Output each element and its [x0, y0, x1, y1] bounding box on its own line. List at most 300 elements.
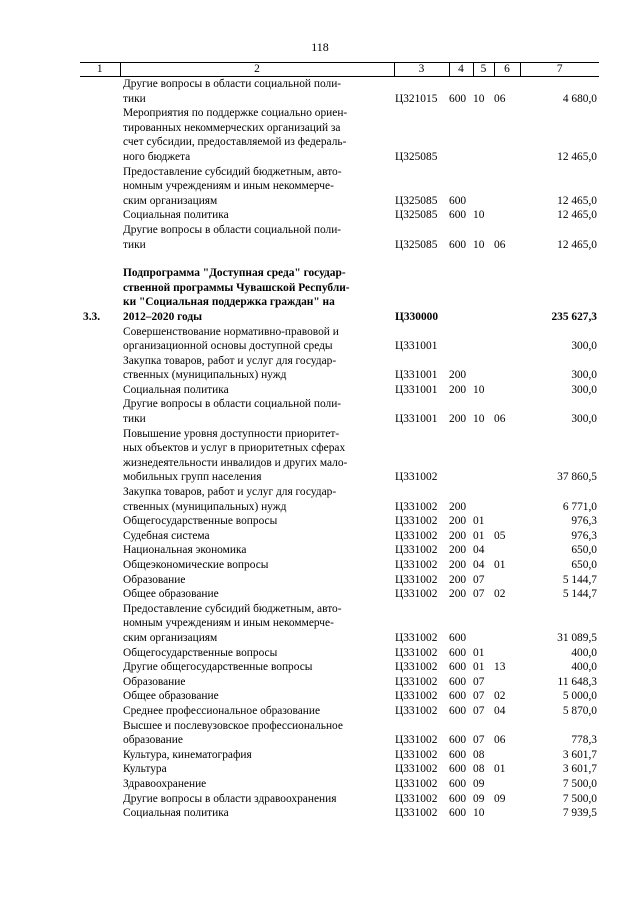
- row-subsection: 06: [494, 238, 506, 251]
- row-name-line: тики: [123, 92, 146, 105]
- row-target-code: Ц331001: [395, 369, 438, 382]
- budget-table: [80, 62, 599, 821]
- table-row: [80, 748, 599, 763]
- header-col-5: 5: [473, 63, 494, 77]
- row-expense-type: 600: [449, 209, 467, 222]
- row-number: [80, 325, 120, 354]
- row-number: [80, 792, 120, 807]
- row-target-code: Ц325085: [395, 209, 438, 222]
- row-section: 01: [473, 661, 485, 674]
- row-subsection: 13: [494, 661, 506, 674]
- row-section: 10: [473, 209, 485, 222]
- row-expense-type: 200: [449, 383, 467, 396]
- row-number: [80, 558, 120, 573]
- table-row: [80, 602, 599, 646]
- row-name-line: Общегосударственные вопросы: [123, 515, 278, 528]
- row-sum: 300,0: [571, 383, 597, 396]
- row-subsection: [494, 543, 520, 558]
- row-section: 10: [473, 383, 485, 396]
- row-sum: 6 771,0: [562, 500, 597, 513]
- row-name-line: Другие вопросы в области социальной поли-: [123, 223, 342, 236]
- row-expense-type: 200: [449, 529, 467, 542]
- row-name-line: счет субсидии, предоставляемой из федераль-: [123, 136, 347, 149]
- row-section: 01: [473, 646, 485, 659]
- row-subsection: [494, 485, 520, 514]
- row-name: [120, 383, 394, 398]
- row-name-line: Закупка товаров, работ и услуг для государ-: [123, 354, 337, 367]
- row-number: [80, 223, 120, 252]
- table-row: [80, 587, 599, 602]
- row-expense-type: 600: [449, 194, 467, 207]
- row-sum: 12 465,0: [557, 150, 597, 163]
- row-number: [80, 719, 120, 748]
- row-name-line: Подпрограмма "Доступная среда" государ-: [123, 267, 346, 280]
- header-col-1: 1: [80, 63, 120, 77]
- row-sum: 300,0: [571, 369, 597, 382]
- row-target-code: Ц331001: [395, 340, 438, 353]
- header-col-4: 4: [449, 63, 473, 77]
- row-sum: 5 000,0: [562, 690, 597, 703]
- table-row: [80, 792, 599, 807]
- row-number: [80, 165, 120, 209]
- row-section: 07: [473, 734, 485, 747]
- row-expense-type: 600: [449, 238, 467, 251]
- row-sum: 12 465,0: [557, 209, 597, 222]
- row-subsection: 06: [494, 734, 506, 747]
- table-row: [80, 704, 599, 719]
- row-subsection: 02: [494, 588, 506, 601]
- row-name-line: Здравоохранение: [123, 777, 207, 790]
- table-row: [80, 777, 599, 792]
- row-target-code: Ц331002: [395, 529, 438, 542]
- row-name-line: организационной основы доступной среды: [123, 340, 333, 353]
- row-sum: 31 089,5: [557, 631, 597, 644]
- row-expense-type: 600: [449, 646, 467, 659]
- row-target-code: Ц331002: [395, 807, 438, 820]
- row-name: [120, 587, 394, 602]
- row-section: 07: [473, 588, 485, 601]
- row-name: [120, 485, 394, 514]
- row-section: [473, 354, 494, 383]
- table-body: [80, 77, 599, 821]
- row-subsection: [494, 325, 520, 354]
- row-name: [120, 529, 394, 544]
- row-name-line: Другие вопросы в области социальной поли-: [123, 398, 342, 411]
- row-number: [80, 208, 120, 223]
- row-expense-type: 600: [449, 777, 467, 790]
- row-expense-type: 200: [449, 588, 467, 601]
- row-subsection: [494, 383, 520, 398]
- row-target-code: Ц331002: [395, 763, 438, 776]
- row-name-line: ственных (муниципальных) нужд: [123, 500, 287, 513]
- row-expense-type: 600: [449, 704, 467, 717]
- row-name-line: Судебная система: [123, 529, 210, 542]
- row-name-line: Образование: [123, 675, 186, 688]
- table-row: [80, 646, 599, 661]
- row-name-line: Общеэкономические вопросы: [123, 559, 269, 571]
- header-col-3: 3: [394, 63, 449, 77]
- row-sum: 5 144,7: [562, 573, 597, 586]
- page-number: 118: [311, 40, 329, 54]
- row-expense-type: [449, 106, 473, 164]
- table-row: [80, 529, 599, 544]
- row-subsection: [494, 165, 520, 209]
- row-section: 04: [473, 559, 485, 571]
- row-sum: 3 601,7: [562, 763, 597, 776]
- row-name: [120, 573, 394, 588]
- table-row: [80, 660, 599, 675]
- row-name: [120, 675, 394, 690]
- table-row: [80, 397, 599, 426]
- row-section: 10: [473, 413, 485, 426]
- row-name-line: 2012–2020 годы: [123, 310, 203, 323]
- row-name: [120, 719, 394, 748]
- row-sum: 3 601,7: [562, 748, 597, 761]
- row-number: [80, 748, 120, 763]
- row-subsection: [494, 602, 520, 646]
- row-section: 09: [473, 792, 485, 805]
- row-target-code: Ц325085: [395, 194, 438, 207]
- row-name-line: образование: [123, 734, 183, 747]
- row-section: [473, 602, 494, 646]
- row-subsection: 04: [494, 704, 506, 717]
- row-name-line: Социальная политика: [123, 383, 229, 396]
- table-row: [80, 354, 599, 383]
- row-sum: 7 500,0: [562, 777, 597, 790]
- table-row: [80, 762, 599, 777]
- row-target-code: Ц331002: [395, 646, 438, 659]
- row-target-code: Ц331002: [395, 500, 438, 513]
- table-row: [80, 514, 599, 529]
- row-section: 04: [473, 544, 485, 557]
- row-subsection: 05: [494, 529, 506, 542]
- row-expense-type: 600: [449, 734, 467, 747]
- row-subsection: [494, 675, 520, 690]
- row-section: [473, 485, 494, 514]
- row-name: [120, 266, 394, 324]
- row-target-code: Ц325085: [395, 238, 438, 251]
- row-name-line: Другие общегосударственные вопросы: [123, 661, 313, 674]
- row-sum: 7 500,0: [562, 792, 597, 805]
- row-section: 10: [473, 238, 485, 251]
- table-row: [80, 675, 599, 690]
- row-number: [80, 77, 120, 107]
- row-number: [80, 587, 120, 602]
- row-number: [80, 806, 120, 821]
- row-number: [80, 762, 120, 777]
- row-sum: 7 939,5: [562, 807, 597, 820]
- row-name: [120, 354, 394, 383]
- row-subsection: [494, 266, 520, 324]
- row-name: [120, 762, 394, 777]
- row-sum: 400,0: [571, 646, 597, 659]
- row-target-code: Ц331002: [395, 675, 438, 688]
- row-name-line: Социальная политика: [123, 209, 229, 222]
- row-name: [120, 806, 394, 821]
- row-target-code: Ц331002: [395, 573, 438, 586]
- row-target-code: Ц331002: [395, 704, 438, 717]
- row-expense-type: 600: [449, 748, 467, 761]
- row-section: 07: [473, 573, 485, 586]
- row-expense-type: 600: [449, 661, 467, 674]
- row-section: 10: [473, 92, 485, 105]
- spacer-cell: [80, 252, 599, 266]
- row-target-code: Ц331002: [395, 588, 438, 601]
- row-name: [120, 704, 394, 719]
- row-section: [473, 325, 494, 354]
- row-name: [120, 106, 394, 164]
- row-section: 07: [473, 675, 485, 688]
- row-name-line: жизнедеятельности инвалидов и других мало-: [123, 456, 348, 469]
- row-name-line: Другие вопросы в области социальной поли-: [123, 78, 342, 90]
- row-name-line: тики: [123, 238, 146, 251]
- table-row: [80, 266, 599, 324]
- row-sum: 12 465,0: [557, 238, 597, 251]
- row-name-line: ных объектов и услуг в приоритетных сферах: [123, 442, 346, 455]
- row-subsection: 02: [494, 690, 506, 703]
- row-name-line: Общее образование: [123, 690, 219, 703]
- row-target-code: Ц331002: [395, 734, 438, 747]
- row-section: 09: [473, 777, 485, 790]
- row-name-line: Повышение уровня доступности приоритет-: [123, 427, 340, 440]
- row-number: [80, 427, 120, 485]
- row-name-line: ственных (муниципальных) нужд: [123, 369, 287, 382]
- row-expense-type: 200: [449, 559, 467, 571]
- row-section: [473, 427, 494, 485]
- row-expense-type: 600: [449, 631, 467, 644]
- row-name-line: ским организациям: [123, 194, 218, 207]
- row-number: [80, 602, 120, 646]
- row-subsection: [494, 514, 520, 529]
- row-target-code: Ц331002: [395, 748, 438, 761]
- row-expense-type: 200: [449, 500, 467, 513]
- row-name-line: ственной программы Чувашской Республи-: [123, 281, 350, 294]
- row-expense-type: 600: [449, 807, 467, 820]
- row-target-code: Ц331002: [395, 471, 438, 484]
- row-number: [80, 543, 120, 558]
- row-subsection: [494, 646, 520, 661]
- table-row: [80, 573, 599, 588]
- row-subsection: 09: [494, 792, 506, 805]
- row-number: [80, 660, 120, 675]
- row-number: [80, 704, 120, 719]
- row-name: [120, 602, 394, 646]
- header-col-2: 2: [120, 63, 394, 77]
- row-subsection: [494, 208, 520, 223]
- row-target-code: Ц331002: [395, 559, 438, 571]
- row-name-line: Общее образование: [123, 588, 219, 601]
- row-name: [120, 223, 394, 252]
- row-sum: 37 860,5: [557, 471, 597, 484]
- table-row: [80, 208, 599, 223]
- row-subsection: [494, 748, 520, 763]
- row-name-line: Образование: [123, 573, 186, 586]
- row-name-line: Совершенствование нормативно-правовой и: [123, 325, 339, 338]
- row-number: [80, 514, 120, 529]
- row-name-line: Высшее и послевузовское профессиональное: [123, 719, 343, 732]
- row-name-line: Мероприятия по поддержке социально ориен-: [123, 107, 348, 120]
- row-sum: 300,0: [571, 340, 597, 353]
- header-col-6: 6: [494, 63, 520, 77]
- row-name: [120, 792, 394, 807]
- row-name: [120, 77, 394, 107]
- row-expense-type: 200: [449, 573, 467, 586]
- row-name: [120, 558, 394, 573]
- row-expense-type: [449, 266, 473, 324]
- row-section: [473, 165, 494, 209]
- row-number: [80, 529, 120, 544]
- row-target-code: Ц331002: [395, 777, 438, 790]
- row-target-code: Ц330000: [395, 310, 439, 323]
- row-expense-type: 600: [449, 792, 467, 805]
- row-sum: 4 680,0: [562, 92, 597, 105]
- row-section: 01: [473, 529, 485, 542]
- header-col-7: 7: [520, 63, 599, 77]
- row-number: [80, 485, 120, 514]
- row-name: [120, 514, 394, 529]
- row-name: [120, 748, 394, 763]
- row-name-line: мобильных групп населения: [123, 471, 262, 484]
- row-section: 10: [473, 807, 485, 820]
- row-name-line: ским организациям: [123, 631, 218, 644]
- row-name: [120, 427, 394, 485]
- row-subsection: [494, 427, 520, 485]
- table-row: [80, 106, 599, 164]
- table-row: [80, 325, 599, 354]
- row-number: [80, 689, 120, 704]
- row-expense-type: 200: [449, 515, 467, 528]
- row-target-code: Ц331002: [395, 661, 438, 674]
- row-expense-type: 200: [449, 544, 467, 557]
- table-row: [80, 689, 599, 704]
- row-number: [80, 675, 120, 690]
- row-target-code: Ц331001: [395, 413, 438, 426]
- row-expense-type: 600: [449, 92, 467, 105]
- row-section: 01: [473, 515, 485, 528]
- row-sum: 650,0: [571, 544, 597, 557]
- row-subsection: 01: [494, 763, 506, 776]
- row-sum: 12 465,0: [557, 194, 597, 207]
- row-expense-type: 600: [449, 675, 467, 688]
- row-name: [120, 660, 394, 675]
- row-name: [120, 165, 394, 209]
- row-sum: 5 144,7: [562, 588, 597, 601]
- row-name-line: тики: [123, 413, 146, 426]
- row-name-line: ки "Социальная поддержка граждан" на: [123, 296, 335, 309]
- row-name-line: Социальная политика: [123, 807, 229, 820]
- row-expense-type: [449, 427, 473, 485]
- row-number: [80, 106, 120, 164]
- row-name-line: Закупка товаров, работ и услуг для государ-: [123, 486, 337, 499]
- row-section: [473, 266, 494, 324]
- row-name-line: Предоставление субсидий бюджетным, авто-: [123, 165, 342, 178]
- table-row: [80, 383, 599, 398]
- row-expense-type: 200: [449, 413, 467, 426]
- row-number: [80, 354, 120, 383]
- row-sum: 650,0: [571, 559, 597, 571]
- row-name: [120, 543, 394, 558]
- row-number: [80, 777, 120, 792]
- row-name: [120, 777, 394, 792]
- row-name-line: Общегосударственные вопросы: [123, 646, 278, 659]
- row-section: 07: [473, 690, 485, 703]
- spacer-row: [80, 252, 599, 266]
- row-target-code: Ц331001: [395, 383, 438, 396]
- row-subsection: [494, 573, 520, 588]
- row-name: [120, 646, 394, 661]
- row-section: 07: [473, 704, 485, 717]
- row-target-code: Ц331002: [395, 515, 438, 528]
- row-target-code: Ц321015: [395, 92, 438, 105]
- row-name: [120, 208, 394, 223]
- row-sum: 400,0: [571, 661, 597, 674]
- row-name-line: номным учреждениям и иным некоммерче-: [123, 617, 334, 630]
- row-subsection: 06: [494, 92, 506, 105]
- table-row: [80, 165, 599, 209]
- row-name-line: Культура: [123, 763, 167, 776]
- row-sum: 300,0: [571, 413, 597, 426]
- row-target-code: Ц331002: [395, 690, 438, 703]
- table-row: [80, 427, 599, 485]
- row-subsection: [494, 806, 520, 821]
- row-sum: 976,3: [571, 529, 597, 542]
- row-sum: 5 870,0: [562, 704, 597, 717]
- table-row: [80, 77, 599, 107]
- row-target-code: Ц331002: [395, 631, 438, 644]
- row-sum: 976,3: [571, 515, 597, 528]
- table-row: [80, 543, 599, 558]
- row-name-line: Другие вопросы в области здравоохранения: [123, 792, 337, 805]
- row-sum: 778,3: [571, 734, 597, 747]
- row-expense-type: 200: [449, 369, 467, 382]
- row-number: [80, 397, 120, 426]
- row-number: 3.3.: [83, 310, 101, 323]
- row-name-line: Предоставление субсидий бюджетным, авто-: [123, 602, 342, 615]
- row-name-line: Среднее профессиональное образование: [123, 704, 321, 717]
- row-expense-type: [449, 325, 473, 354]
- row-name-line: ного бюджета: [123, 150, 191, 163]
- row-sum: 11 648,3: [557, 675, 597, 688]
- table-row: [80, 558, 599, 573]
- row-subsection: [494, 354, 520, 383]
- row-subsection: 01: [494, 559, 506, 571]
- table-row: [80, 806, 599, 821]
- table-row: [80, 719, 599, 748]
- table-row: [80, 485, 599, 514]
- table-row: [80, 223, 599, 252]
- row-section: 08: [473, 748, 485, 761]
- row-section: [473, 106, 494, 164]
- row-expense-type: 600: [449, 690, 467, 703]
- row-target-code: Ц331002: [395, 544, 438, 557]
- row-number: [80, 573, 120, 588]
- row-name: [120, 689, 394, 704]
- row-name-line: Культура, кинематография: [123, 748, 252, 761]
- row-name-line: номным учреждениям и иным некоммерче-: [123, 180, 334, 193]
- row-subsection: 06: [494, 413, 506, 426]
- row-subsection: [494, 106, 520, 164]
- row-subsection: [494, 777, 520, 792]
- row-name-line: Национальная экономика: [123, 544, 247, 557]
- row-number: [80, 646, 120, 661]
- row-name: [120, 325, 394, 354]
- row-sum: 235 627,3: [551, 310, 597, 323]
- row-name-line: тированных некоммерческих организаций за: [123, 121, 341, 134]
- row-name: [120, 397, 394, 426]
- row-section: 08: [473, 763, 485, 776]
- row-target-code: Ц325085: [395, 150, 438, 163]
- table-header-row: [80, 63, 599, 77]
